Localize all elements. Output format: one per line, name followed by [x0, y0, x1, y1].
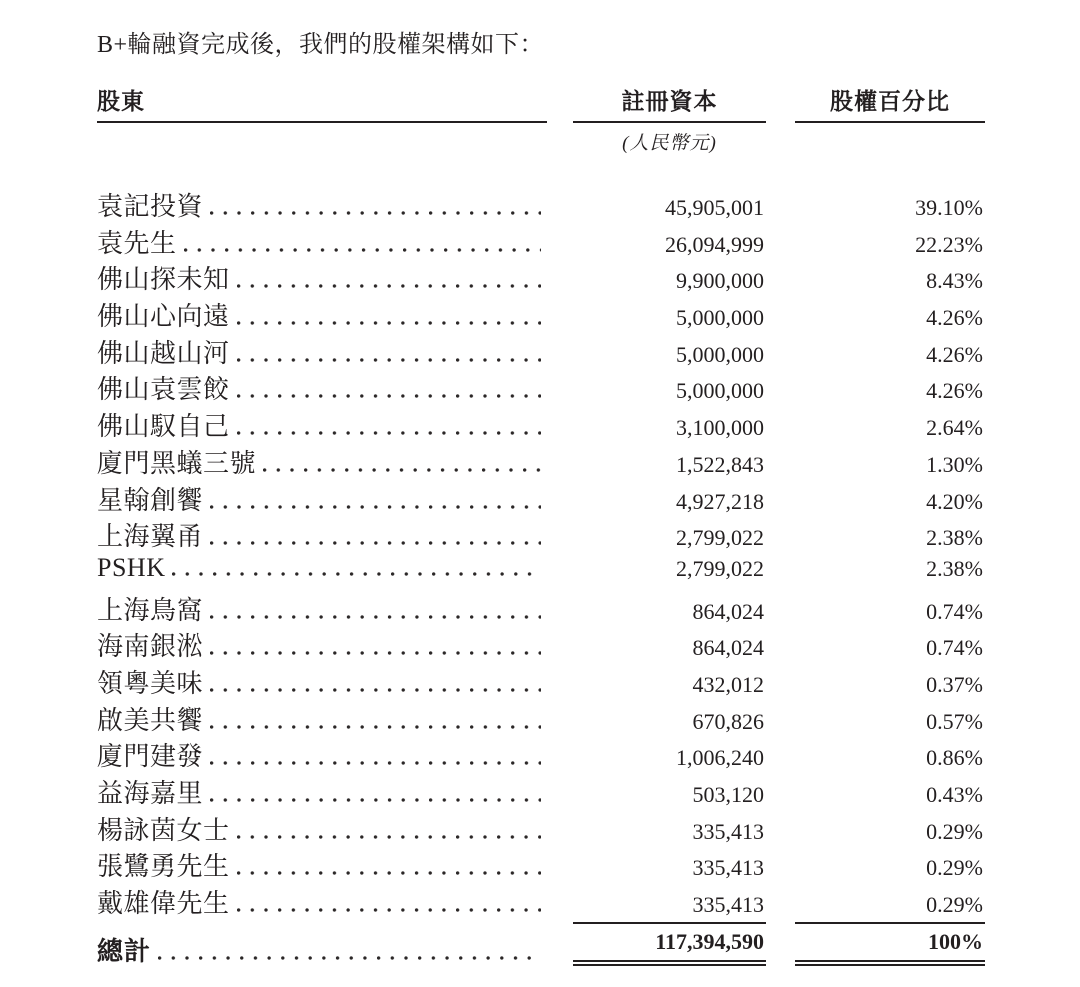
dot-leader: [237, 908, 541, 912]
shareholding-percentage-value: 2.64%: [926, 415, 983, 441]
shareholding-percentage-value: 0.43%: [926, 782, 983, 807]
shareholding-percentage-value: 1.30%: [926, 451, 983, 477]
table-row: [97, 810, 985, 847]
capital-unit-row: [97, 123, 985, 159]
dot-leader: [184, 248, 541, 252]
column-header-percentage-cell: [766, 83, 985, 123]
shareholding-table: [97, 89, 985, 966]
shareholding-percentage-value: 2.38%: [926, 525, 983, 551]
table-total-row: [97, 922, 985, 966]
dot-leader: [210, 615, 541, 619]
dot-leader: [237, 835, 541, 839]
dot-leader: [210, 725, 541, 729]
table-row: [97, 626, 985, 663]
shareholder-name: 領粵美味: [97, 668, 204, 698]
column-header-shareholder: 股東: [97, 83, 547, 123]
shareholding-percentage-value: 39.10%: [915, 195, 983, 220]
dot-leader: [210, 505, 541, 509]
dot-leader: [210, 798, 541, 802]
table-row: [97, 259, 985, 296]
table-row: [97, 333, 985, 370]
dot-leader: [237, 358, 541, 362]
dot-leader: [210, 541, 541, 545]
registered-capital-value: 1,522,843: [676, 451, 764, 477]
shareholder-name: 海南銀淞: [97, 632, 204, 662]
registered-capital-value: 5,000,000: [676, 341, 764, 367]
shareholder-cell: [97, 846, 547, 883]
shareholder-cell: [97, 369, 547, 406]
shareholder-name: 佛山袁雲餃: [97, 375, 230, 405]
total-capital-cell: [547, 922, 766, 966]
dot-leader: [158, 956, 541, 960]
shareholding-percentage-value: 8.43%: [926, 268, 983, 294]
table-row: [97, 296, 985, 333]
shareholder-cell: [97, 480, 547, 517]
shareholder-cell: [97, 223, 547, 260]
shareholder-name: 上海鳥窩: [97, 595, 204, 625]
page-title: B+輪融資完成後，我們的股權架構如下：: [97, 32, 545, 58]
table-row: [97, 516, 985, 553]
table-row: [97, 186, 985, 223]
dot-leader: [210, 688, 541, 692]
shareholder-cell: [97, 406, 547, 443]
table-body: [97, 186, 985, 920]
shareholding-percentage-value: 0.74%: [926, 598, 983, 624]
registered-capital-value: 5,000,000: [676, 378, 764, 404]
shareholder-cell: [97, 626, 547, 663]
shareholding-percentage-value: 4.26%: [926, 341, 983, 367]
total-registered-capital-value: 117,394,590: [573, 922, 766, 966]
shareholder-cell: [97, 810, 547, 847]
registered-capital-value: 3,100,000: [676, 415, 764, 441]
dot-leader: [237, 431, 541, 435]
shareholder-cell: [97, 516, 547, 553]
shareholder-name: 上海翼甬: [97, 522, 204, 552]
dot-leader: [237, 321, 541, 325]
shareholder-cell: [97, 443, 547, 480]
registered-capital-value: 670,826: [692, 708, 764, 734]
shareholder-cell: [97, 773, 547, 810]
shareholder-cell: [97, 553, 547, 583]
registered-capital-value: 4,927,218: [676, 488, 764, 514]
dot-leader: [172, 572, 541, 576]
table-row: [97, 480, 985, 517]
dot-leader: [263, 468, 541, 472]
table-row: [97, 223, 985, 260]
shareholder-name: 戴雄偉先生: [97, 889, 230, 919]
registered-capital-value: 864,024: [692, 635, 764, 661]
shareholder-cell: [97, 259, 547, 296]
registered-capital-value: 335,413: [692, 818, 764, 844]
table-row: [97, 369, 985, 406]
table-row: [97, 663, 985, 700]
total-percentage-value: 100%: [795, 922, 985, 966]
shareholder-name: PSHK: [97, 552, 166, 582]
shareholding-percentage-value: 0.37%: [926, 671, 983, 697]
table-row: [97, 883, 985, 920]
shareholding-percentage-value: 0.57%: [926, 708, 983, 734]
shareholder-cell: [97, 590, 547, 627]
registered-capital-value: 1,006,240: [676, 745, 764, 771]
dot-leader: [237, 394, 541, 398]
shareholder-cell: [97, 186, 547, 223]
shareholding-percentage-value: 0.29%: [926, 818, 983, 844]
shareholding-percentage-value: 22.23%: [915, 231, 983, 257]
shareholding-percentage-value: 0.86%: [926, 745, 983, 771]
registered-capital-value: 864,024: [692, 598, 764, 624]
dot-leader: [210, 761, 541, 765]
shareholder-cell: [97, 333, 547, 370]
shareholder-name: 星翰創饗: [97, 485, 204, 515]
shareholder-cell: [97, 296, 547, 333]
shareholder-name: 佛山馭自己: [97, 412, 230, 442]
shareholder-name: 佛山越山河: [97, 338, 230, 368]
column-header-capital-cell: [547, 83, 766, 123]
dot-leader: [210, 211, 541, 215]
table-row: [97, 846, 985, 883]
dot-leader: [210, 651, 541, 655]
shareholding-percentage-value: 2.38%: [926, 555, 983, 581]
shareholder-name: 廈門黑蟻三號: [97, 448, 257, 478]
registered-capital-value: 503,120: [692, 782, 764, 807]
table-row: [97, 443, 985, 480]
table-row: [97, 553, 985, 590]
shareholder-cell: [97, 883, 547, 920]
registered-capital-value: 26,094,999: [665, 231, 764, 257]
registered-capital-value: 335,413: [692, 855, 764, 881]
table-row: [97, 773, 985, 810]
registered-capital-value: 9,900,000: [676, 268, 764, 294]
shareholder-name: 楊詠茵女士: [97, 815, 230, 845]
total-label: 總計: [97, 936, 152, 966]
shareholder-name: 佛山探未知: [97, 265, 230, 295]
shareholder-name: 啟美共饗: [97, 705, 204, 735]
registered-capital-value: 335,413: [692, 892, 764, 918]
shareholder-name: 益海嘉里: [97, 779, 204, 808]
table-row: [97, 736, 985, 773]
total-percentage-cell: [766, 922, 985, 966]
column-header-shareholding-percentage: 股權百分比: [795, 83, 985, 123]
table-row: [97, 590, 985, 627]
shareholder-name: 佛山心向遠: [97, 302, 230, 332]
table-header-row: [97, 89, 985, 123]
shareholding-percentage-value: 0.29%: [926, 892, 983, 918]
dot-leader: [237, 871, 541, 875]
capital-unit-cell: [547, 128, 766, 155]
shareholder-cell: [97, 700, 547, 737]
shareholding-percentage-value: 0.74%: [926, 635, 983, 661]
shareholding-percentage-value: 4.20%: [926, 488, 983, 514]
shareholder-name: 張鷺勇先生: [97, 852, 230, 882]
shareholding-percentage-value: 0.29%: [926, 855, 983, 881]
shareholder-name: 廈門建發: [97, 742, 204, 772]
shareholder-name: 袁先生: [97, 228, 177, 258]
registered-capital-value: 2,799,022: [676, 525, 764, 551]
registered-capital-value: 432,012: [692, 671, 764, 697]
shareholding-percentage-value: 4.26%: [926, 378, 983, 404]
table-row: [97, 700, 985, 737]
capital-unit-label: (人民幣元): [622, 132, 717, 154]
dot-leader: [237, 284, 541, 288]
table-row: [97, 406, 985, 443]
registered-capital-value: 2,799,022: [676, 555, 764, 581]
registered-capital-value: 45,905,001: [665, 195, 764, 220]
total-label-cell: [97, 922, 547, 966]
shareholder-cell: [97, 736, 547, 773]
shareholding-percentage-value: 4.26%: [926, 305, 983, 331]
shareholder-name: 袁記投資: [97, 192, 204, 221]
column-header-registered-capital: 註冊資本: [573, 83, 766, 123]
registered-capital-value: 5,000,000: [676, 305, 764, 331]
shareholder-cell: [97, 663, 547, 700]
